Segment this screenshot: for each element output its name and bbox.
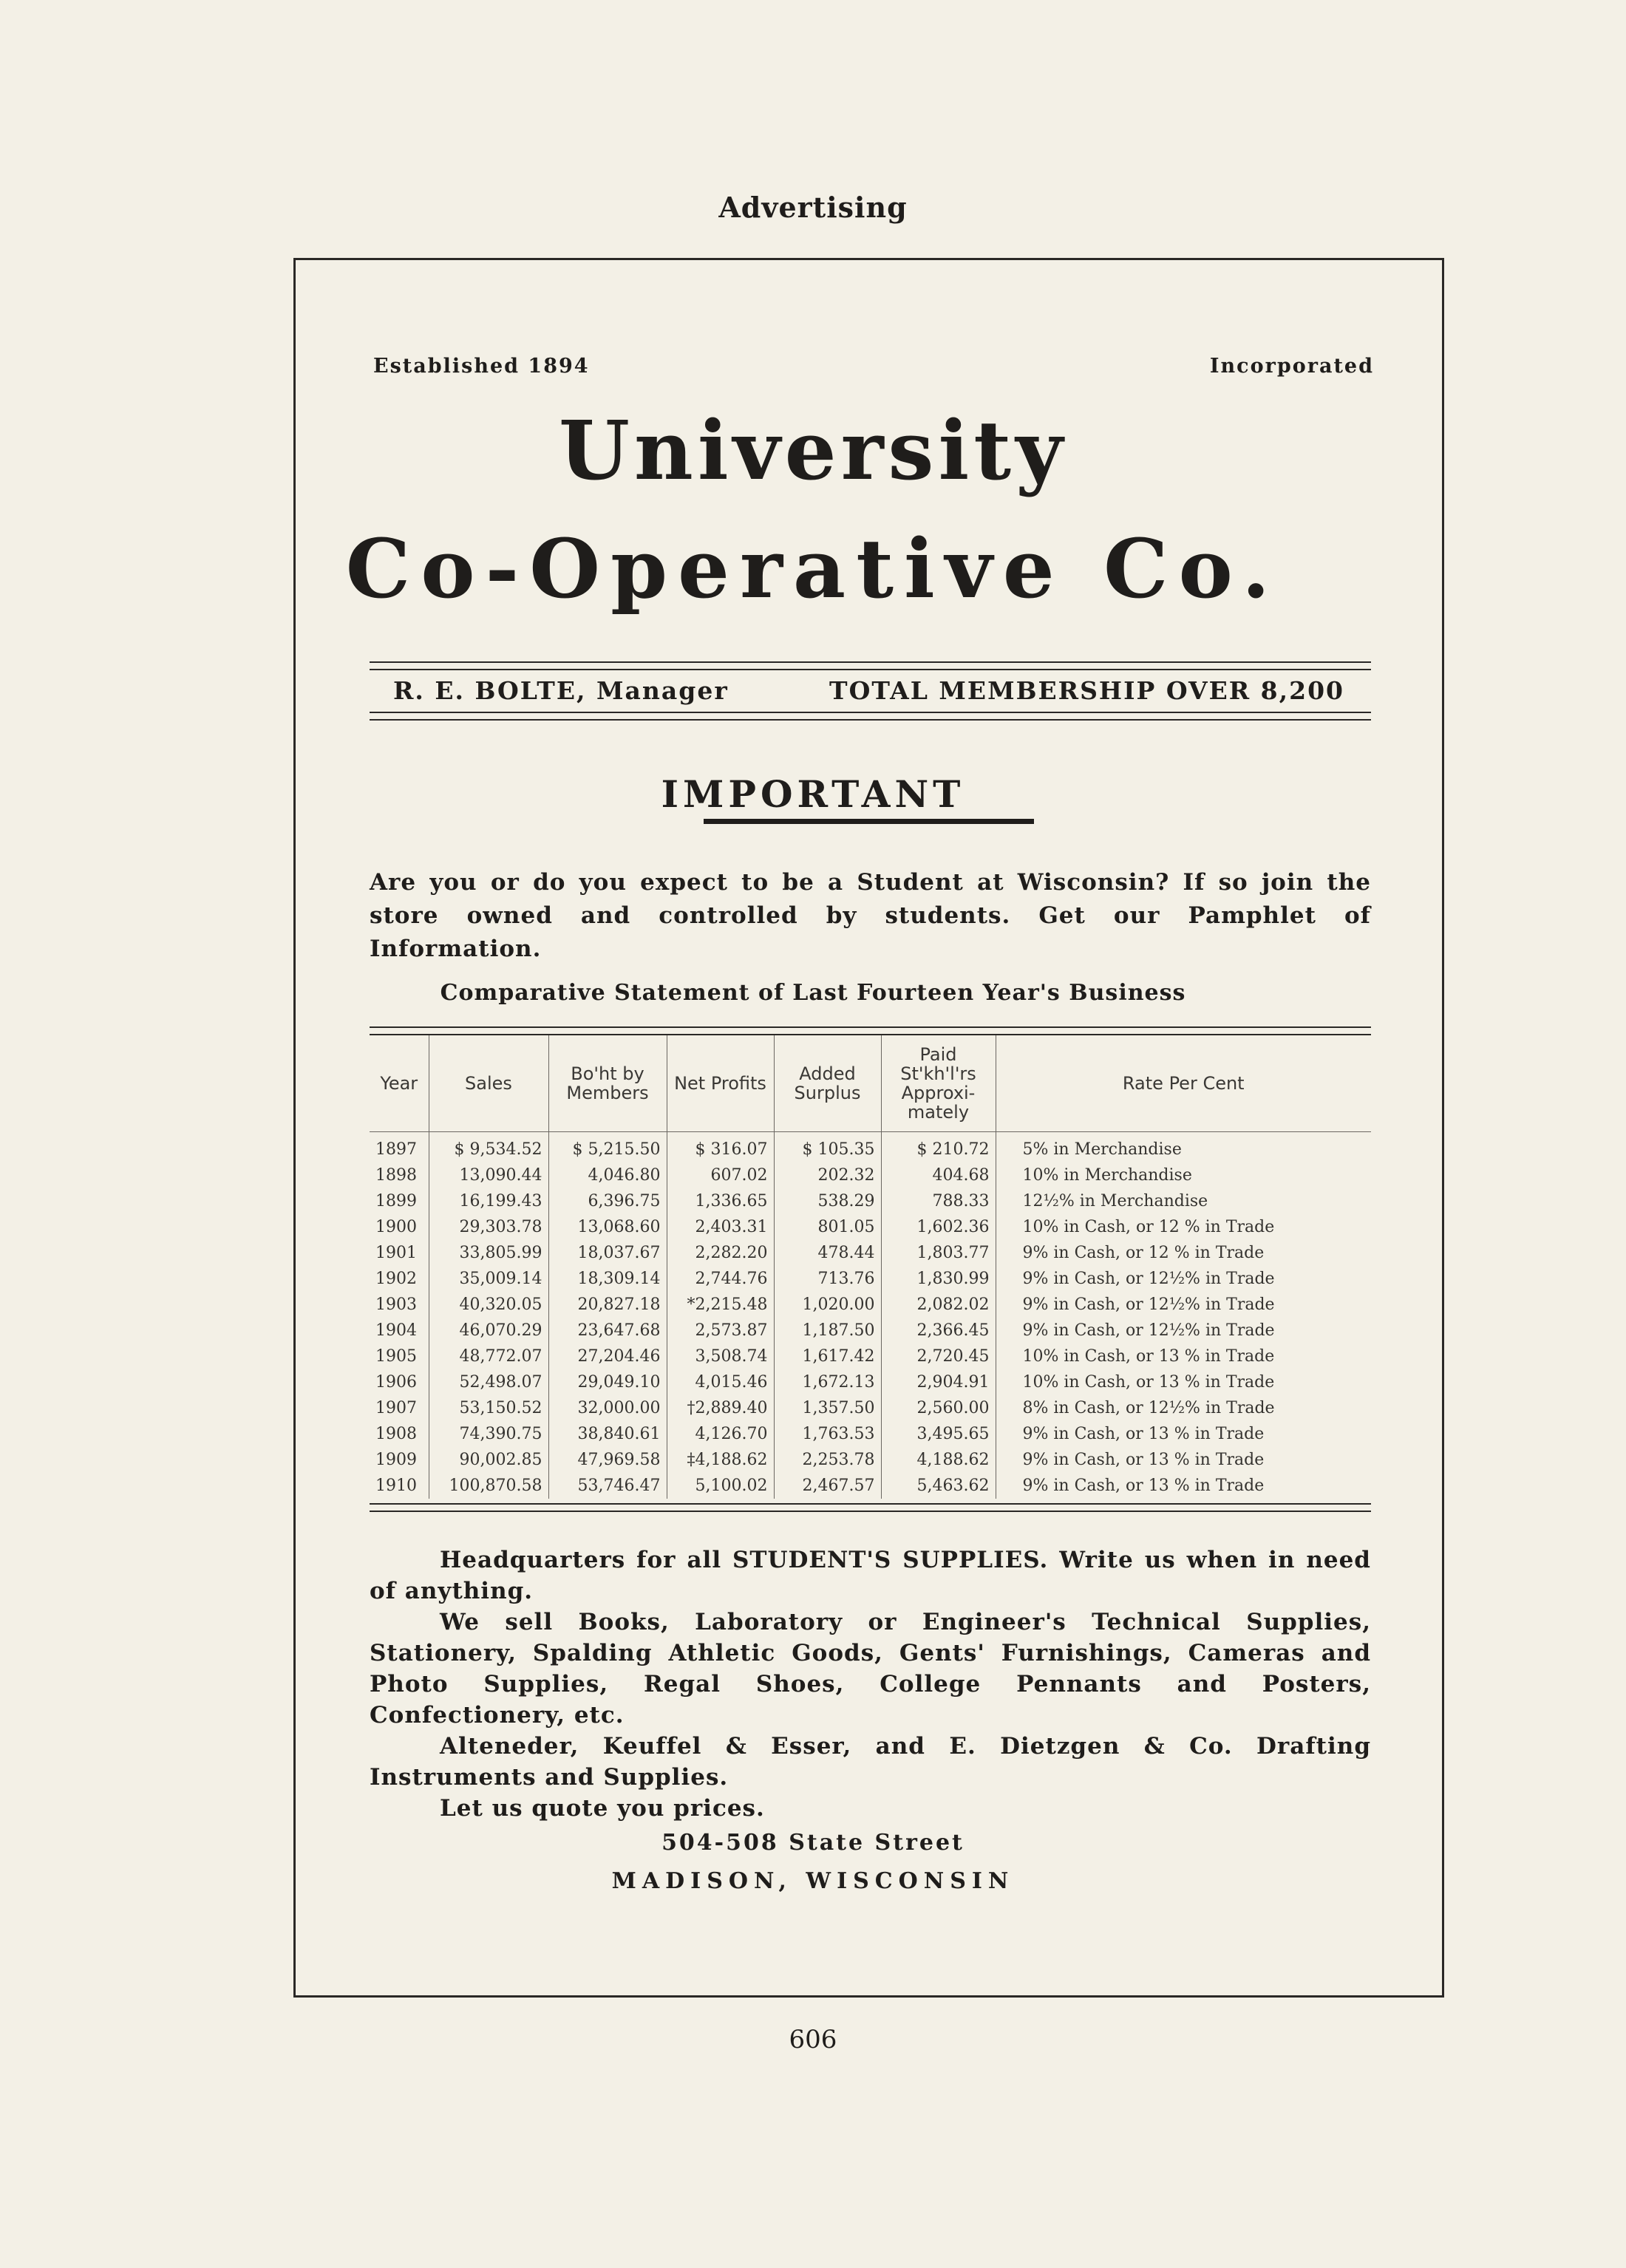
table-cell: 38,840.61 <box>548 1421 667 1447</box>
table-cell: *2,215.48 <box>667 1292 774 1318</box>
table-cell: 29,049.10 <box>548 1369 667 1395</box>
table-row <box>370 1421 1371 1447</box>
table-cell: 5,463.62 <box>881 1473 996 1499</box>
double-rule-bottom <box>370 712 1371 721</box>
table-cell: 100,870.58 <box>429 1473 548 1499</box>
table-row <box>370 1132 1371 1163</box>
table-cell: 12½% in Merchandise <box>1022 1192 1208 1210</box>
supplies-paragraph: Headquarters for all STUDENT'S SUPPLIES. Write us when in need of anything. <box>370 1547 1371 1604</box>
drafting-paragraph: Alteneder, Keuffel & Esser, and E. Dietzgen & Co. Drafting Instruments and Supplies. <box>370 1733 1371 1791</box>
table-row <box>370 1214 1371 1240</box>
table-cell: 404.68 <box>881 1162 996 1188</box>
table-cell: 2,720.45 <box>881 1344 996 1369</box>
table-cell: 538.29 <box>774 1188 881 1214</box>
table-cell: 74,390.75 <box>429 1421 548 1447</box>
table-row <box>370 1473 1371 1499</box>
table-cell: 607.02 <box>667 1162 774 1188</box>
business-table <box>370 1035 1371 1499</box>
business-table-container <box>370 1026 1371 1512</box>
table-header-cell: Bo'ht by Members <box>548 1035 667 1132</box>
table-cell: 9% in Cash, or 12½% in Trade <box>1022 1270 1275 1288</box>
table-cell: †2,889.40 <box>667 1395 774 1421</box>
table-cell: 27,204.46 <box>548 1344 667 1369</box>
table-cell: 20,827.18 <box>548 1292 667 1318</box>
table-cell: 1900 <box>370 1214 429 1240</box>
table-row <box>370 1240 1371 1266</box>
important-heading: IMPORTANT <box>661 772 965 816</box>
intro-line: Are you or do you expect to be a Student at Wisconsin? If so join the <box>370 869 1371 896</box>
table-cell: 478.44 <box>774 1240 881 1266</box>
table-cell: 18,037.67 <box>548 1240 667 1266</box>
table-cell: 10% in Cash, or 13 % in Trade <box>1022 1347 1275 1366</box>
table-cell: 53,746.47 <box>548 1473 667 1499</box>
table-cell: 1,187.50 <box>774 1318 881 1344</box>
quote-paragraph: Let us quote you prices. <box>440 1795 765 1822</box>
table-cell: 1902 <box>370 1266 429 1292</box>
table-cell: 40,320.05 <box>429 1292 548 1318</box>
manager-name: R. E. BOLTE, Manager <box>393 676 729 705</box>
table-header-row <box>370 1035 1371 1132</box>
table-cell: 1,763.53 <box>774 1421 881 1447</box>
table-cell: 1899 <box>370 1188 429 1214</box>
table-rule-bottom <box>370 1503 1371 1512</box>
table-cell: 35,009.14 <box>429 1266 548 1292</box>
table-header-cell: Sales <box>429 1035 548 1132</box>
membership-total: TOTAL MEMBERSHIP OVER 8,200 <box>829 676 1344 705</box>
table-cell: 801.05 <box>774 1214 881 1240</box>
table-row <box>370 1266 1371 1292</box>
running-head: Advertising <box>718 191 908 224</box>
table-cell: 202.32 <box>774 1162 881 1188</box>
table-cell: 788.33 <box>881 1188 996 1214</box>
table-cell: 9% in Cash, or 12 % in Trade <box>1022 1244 1265 1262</box>
table-cell: 1,672.13 <box>774 1369 881 1395</box>
table-header-cell: Rate Per Cent <box>1122 1073 1245 1094</box>
table-cell: 2,403.31 <box>667 1214 774 1240</box>
table-header-cell: Net Profits <box>667 1035 774 1132</box>
table-cell: 1903 <box>370 1292 429 1318</box>
table-cell: 1906 <box>370 1369 429 1395</box>
table-cell: 10% in Cash, or 13 % in Trade <box>1022 1373 1275 1392</box>
table-cell: 1907 <box>370 1395 429 1421</box>
table-cell: 4,015.46 <box>667 1369 774 1395</box>
table-cell: 9% in Cash, or 13 % in Trade <box>1022 1425 1265 1443</box>
table-cell: 1897 <box>370 1132 429 1163</box>
table-cell: 2,904.91 <box>881 1369 996 1395</box>
table-cell: 2,366.45 <box>881 1318 996 1344</box>
table-cell: 5,100.02 <box>667 1473 774 1499</box>
table-row <box>370 1318 1371 1344</box>
table-cell: 3,495.65 <box>881 1421 996 1447</box>
table-row <box>370 1188 1371 1214</box>
table-row <box>370 1344 1371 1369</box>
table-cell: 2,744.76 <box>667 1266 774 1292</box>
table-cell: 1,803.77 <box>881 1240 996 1266</box>
table-cell: 90,002.85 <box>429 1447 548 1473</box>
table-cell: $ 105.35 <box>774 1132 881 1163</box>
table-cell: 1904 <box>370 1318 429 1344</box>
double-rule-top <box>370 661 1371 670</box>
table-cell: 4,046.80 <box>548 1162 667 1188</box>
table-row <box>370 1292 1371 1318</box>
table-cell: 53,150.52 <box>429 1395 548 1421</box>
intro-paragraph <box>370 866 1371 966</box>
table-cell: 48,772.07 <box>429 1344 548 1369</box>
table-cell: 1910 <box>370 1473 429 1499</box>
incorporated-label: Incorporated <box>1209 355 1374 378</box>
company-title-line2: Co-Operative Co. <box>345 521 1281 616</box>
table-cell: 8% in Cash, or 12½% in Trade <box>1022 1399 1275 1417</box>
table-cell: $ 9,534.52 <box>429 1132 548 1163</box>
address-street: 504-508 State Street <box>661 1830 965 1856</box>
table-cell: 1,020.00 <box>774 1292 881 1318</box>
table-cell: 5% in Merchandise <box>1022 1140 1182 1159</box>
table-cell: 9% in Cash, or 12½% in Trade <box>1022 1295 1275 1314</box>
table-cell: 1909 <box>370 1447 429 1473</box>
table-cell: 47,969.58 <box>548 1447 667 1473</box>
table-cell: 9% in Cash, or 13 % in Trade <box>1022 1477 1265 1495</box>
table-cell: 1898 <box>370 1162 429 1188</box>
table-cell: 4,126.70 <box>667 1421 774 1447</box>
table-cell: 1905 <box>370 1344 429 1369</box>
table-cell: 713.76 <box>774 1266 881 1292</box>
table-cell: 1,357.50 <box>774 1395 881 1421</box>
table-cell: 13,090.44 <box>429 1162 548 1188</box>
table-row <box>370 1162 1371 1188</box>
table-header-cell: Paid St'kh'l'rs Approxi-mately <box>881 1035 996 1132</box>
table-cell: 32,000.00 <box>548 1395 667 1421</box>
table-cell: 2,467.57 <box>774 1473 881 1499</box>
table-cell: $ 316.07 <box>667 1132 774 1163</box>
table-body <box>370 1132 1371 1499</box>
table-row <box>370 1447 1371 1473</box>
table-cell: 1,336.65 <box>667 1188 774 1214</box>
table-cell: 4,188.62 <box>881 1447 996 1473</box>
table-rule-top <box>370 1026 1371 1035</box>
table-cell: 1908 <box>370 1421 429 1447</box>
table-cell: 2,560.00 <box>881 1395 996 1421</box>
table-cell: 46,070.29 <box>429 1318 548 1344</box>
important-underline <box>704 819 1034 824</box>
table-cell: 1,830.99 <box>881 1266 996 1292</box>
table-header-cell: Year <box>370 1035 429 1132</box>
table-cell: 9% in Cash, or 13 % in Trade <box>1022 1451 1265 1469</box>
supplies-text <box>370 1545 1371 1824</box>
table-cell: 23,647.68 <box>548 1318 667 1344</box>
table-cell: 33,805.99 <box>429 1240 548 1266</box>
page-number: 606 <box>789 2025 837 2054</box>
table-cell: 9% in Cash, or 12½% in Trade <box>1022 1321 1275 1340</box>
table-cell: 10% in Merchandise <box>1022 1166 1192 1185</box>
table-cell: 2,253.78 <box>774 1447 881 1473</box>
table-cell: 1,602.36 <box>881 1214 996 1240</box>
table-cell: $ 5,215.50 <box>548 1132 667 1163</box>
table-cell: 2,282.20 <box>667 1240 774 1266</box>
table-cell: 29,303.78 <box>429 1214 548 1240</box>
intro-line: store owned and controlled by students. Get our Pamphlet of Information. <box>370 902 1371 962</box>
table-row <box>370 1395 1371 1421</box>
established-label: Established 1894 <box>373 355 590 378</box>
table-cell: 16,199.43 <box>429 1188 548 1214</box>
table-header-cell: Added Surplus <box>774 1035 881 1132</box>
table-cell: 1901 <box>370 1240 429 1266</box>
comparative-statement-title: Comparative Statement of Last Fourteen Year's Business <box>440 980 1186 1006</box>
table-cell: 1,617.42 <box>774 1344 881 1369</box>
table-cell: 18,309.14 <box>548 1266 667 1292</box>
table-row <box>370 1369 1371 1395</box>
table-cell: 10% in Cash, or 12 % in Trade <box>1022 1218 1275 1236</box>
table-cell: 3,508.74 <box>667 1344 774 1369</box>
company-title-line1: University <box>559 403 1067 498</box>
table-cell: ‡4,188.62 <box>667 1447 774 1473</box>
table-cell: 6,396.75 <box>548 1188 667 1214</box>
table-cell: 13,068.60 <box>548 1214 667 1240</box>
address-city: MADISON, WISCONSIN <box>611 1868 1015 1894</box>
table-cell: 2,082.02 <box>881 1292 996 1318</box>
table-cell: 2,573.87 <box>667 1318 774 1344</box>
table-cell: $ 210.72 <box>881 1132 996 1163</box>
table-cell: 52,498.07 <box>429 1369 548 1395</box>
products-paragraph: We sell Books, Laboratory or Engineer's Technical Supplies, Stationery, Spalding Athletic Goods, Gents' Furnishings, Cameras and Photo Supplies, Regal Shoes, College Pennants and Posters, Confectionery, etc. <box>370 1609 1371 1729</box>
